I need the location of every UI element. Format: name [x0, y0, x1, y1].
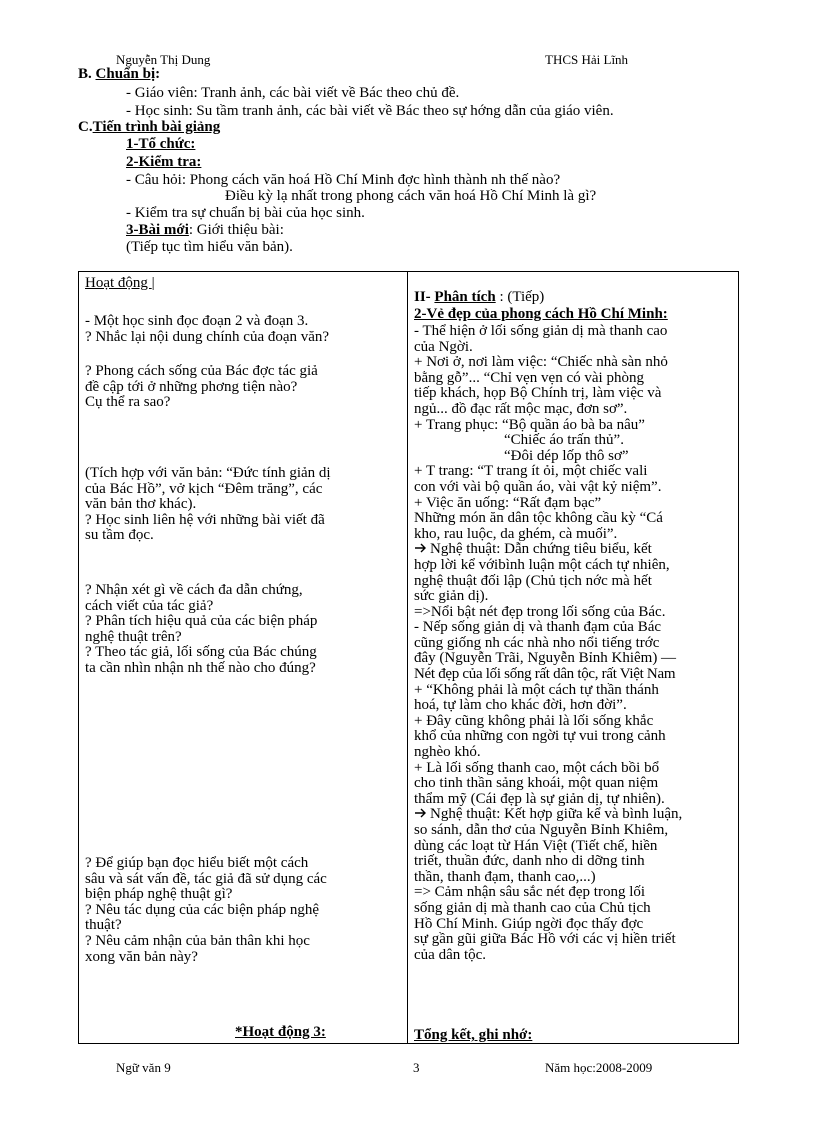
activity-line: văn bản thơ khác). — [85, 496, 197, 513]
activity-title-text: Hoạt động — [85, 275, 152, 291]
analysis-line: Hồ Chí Minh. Giúp ngời đọc thấy đợc — [414, 915, 644, 932]
analysis-line: sự gần gũi giữa Bác Hồ với các vị hiền triết — [414, 931, 676, 948]
analysis-line-arrow — [414, 807, 682, 823]
activity-line: - Một học sinh đọc đoạn 2 và đoạn 3. — [85, 313, 309, 329]
analysis-subheading: 2-Vẻ đẹp của phong cách Hồ Chí Minh: — [414, 306, 668, 322]
activity-block — [85, 364, 318, 411]
analysis-line: Nét đẹp của lối sống rất dân tộc, rất Việt Nam — [414, 666, 676, 683]
analysis-heading — [414, 290, 544, 306]
analysis-line: của Ngời. — [414, 338, 473, 355]
activity-line: biện pháp nghệ thuật gì? — [85, 886, 233, 903]
activity-line: (Tích hợp với văn bản: “Đức tính giản dị — [85, 465, 331, 481]
analysis-line: khổ của những con ngời tự vui trong cảnh — [414, 728, 666, 745]
item-bai-moi-text: : Giới thiệu bài: — [188, 222, 284, 238]
analysis-line-arrow — [414, 542, 682, 558]
analysis-title: Phân tích — [434, 289, 496, 305]
analysis-line: + Là lối sống thanh cao, một cách bồi bổ — [414, 759, 660, 776]
activity-line: ? Nhắc lại nội dung chính của đoạn văn? — [85, 328, 330, 345]
header-author: Nguyễn Thị Dung — [116, 52, 211, 67]
check-question-3: - Kiểm tra sự chuẩn bị bài của học sinh. — [126, 205, 365, 221]
analysis-line: thần, thanh đạm, thanh cao,...) — [414, 868, 596, 885]
section-c-title: Tiến trình bài giảng — [92, 119, 221, 135]
item-kiem-tra: 2-Kiểm tra: — [126, 154, 202, 170]
header-school: THCS Hải Lĩnh — [545, 52, 629, 67]
activity-line: ? Nhận xét gì về cách đa dẫn chứng, — [85, 582, 303, 598]
analysis-line: + Nơi ở, nơi làm việc: “Chiếc nhà sàn nhỏ — [414, 354, 668, 371]
analysis-line: dùng các loạt từ Hán Việt (Tiết chế, hiền — [414, 837, 658, 854]
analysis-line: Nghệ thuật: Kết hợp giữa kể và bình luận, — [430, 806, 683, 823]
activity-line: đề cập tới ở những phơng tiện nào? — [85, 378, 298, 395]
section-b-title: Chuẩn bị — [95, 66, 156, 82]
activity-line: ? Để giúp bạn đọc hiểu biết một cách — [85, 855, 309, 871]
activity-line: Cụ thể ra sao? — [85, 394, 171, 411]
activity-line: ? Học sinh liên hệ với những bài viết đã — [85, 511, 325, 528]
section-b-line: - Giáo viên: Tranh ảnh, các bài viết về Bác theo chủ đề. — [126, 85, 460, 101]
activity-line: ? Phong cách sống của Bác đợc tác giả — [85, 363, 318, 379]
analysis-suffix: : (Tiếp) — [495, 289, 545, 305]
item-bai-moi-line2: (Tiếp tục tìm hiểu văn bản). — [126, 239, 293, 255]
footer-year: Năm học:2008-2009 — [545, 1060, 653, 1075]
footer-subject: Ngữ văn 9 — [116, 1060, 171, 1075]
analysis-line: + T trang: “T trang ít ỏi, một chiếc vali — [414, 463, 648, 480]
analysis-line: + “Không phải là một cách tự thần thánh — [414, 681, 659, 698]
analysis-line: nghệ thuật đối lập (Chủ tịch nớc mà hết — [414, 572, 652, 589]
analysis-line: kho, rau luộc, da ghém, cà muối”. — [414, 525, 618, 542]
analysis-line: con với vài bộ quần áo, vài vật kỷ niệm”. — [414, 478, 662, 495]
analysis-line: tiếp khách, họp Bộ Chính trị, làm việc và — [414, 385, 662, 402]
analysis-line: =>Nổi bật nét đẹp trong lối sống của Bác. — [414, 603, 666, 620]
section-c-label: C. — [78, 119, 93, 135]
analysis-line: sống giản dị mà thanh cao của Chủ tịch — [414, 899, 651, 916]
analysis-line: - Nếp sống giản dị và thanh đạm của Bác — [414, 619, 662, 636]
analysis-line: Nghệ thuật: Dẫn chứng tiêu biểu, kết — [430, 541, 652, 558]
analysis-line: “Chiếc áo trấn thủ”. — [414, 432, 624, 449]
activity-column — [79, 272, 408, 1044]
activity-line: ta cần nhìn nhận nh thế nào cho đúng? — [85, 659, 316, 676]
item-to-chuc: 1-Tổ chức: — [126, 136, 196, 152]
activity-line: sâu và sát vấn đề, tác giả đã sử dụng các — [85, 870, 327, 887]
analysis-line: - Thể hiện ở lối sống giản dị mà thanh cao — [414, 323, 668, 339]
activity-line: su tầm đọc. — [85, 527, 154, 544]
analysis-line: sức giản dị). — [414, 588, 489, 605]
analysis-line: ngủ... đồ đạc rất mộc mạc, đơn sơ”. — [414, 400, 628, 417]
activity-line: của Bác Hồ”, vở kịch “Đêm trăng”, các — [85, 480, 323, 497]
analysis-line: so sánh, dẫn thơ của Nguyễn Bỉnh Khiêm, — [414, 822, 669, 838]
right-arrow-icon — [414, 807, 430, 823]
summary-heading: Tổng kết, ghi nhớ: — [414, 1027, 533, 1043]
activity-block — [85, 856, 327, 965]
activity-line: ? Theo tác giả, lối sống của Bác chúng — [85, 644, 317, 661]
activity-line: ? Phân tích hiệu quả của các biện pháp — [85, 613, 318, 630]
analysis-line: nghèo khó. — [414, 744, 481, 761]
analysis-prefix: II- — [414, 289, 435, 305]
analysis-body — [414, 324, 682, 963]
section-b-heading: B. Chuẩn bị: — [78, 66, 161, 82]
analysis-line: thẩm mỹ (Cái đẹp là sự giản dị, tự nhiên). — [414, 790, 665, 807]
activity-3-heading: *Hoạt động 3: — [235, 1024, 326, 1040]
lesson-table — [78, 271, 739, 1044]
section-b-line: - Học sinh: Su tầm tranh ảnh, các bài viết về Bác theo sự hớng dẫn của giáo viên. — [126, 103, 614, 119]
analysis-line: “Đôi dép lốp thô sơ” — [414, 447, 629, 464]
activity-title — [85, 276, 155, 292]
activity-line: xong văn bản này? — [85, 948, 198, 965]
section-c-heading — [78, 119, 220, 136]
item-bai-moi-title: 3-Bài mới — [126, 222, 189, 238]
analysis-line: cũng giống nh các nhà nho nổi tiếng trớc — [414, 634, 660, 651]
item-bai-moi — [126, 222, 284, 239]
check-question-1: - Câu hỏi: Phong cách văn hoá Hồ Chí Minh đợc hình thành nh thế nào? — [126, 172, 561, 188]
analysis-line: cho tinh thần sảng khoái, một quan niệm — [414, 775, 659, 792]
right-arrow-icon — [414, 542, 430, 558]
activity-block — [85, 314, 329, 345]
analysis-line: hoá, tự làm cho khác đời, hơn đời”. — [414, 697, 627, 714]
activity-line: ? Nêu tác dụng của các biện pháp nghệ — [85, 901, 320, 918]
section-b-label: B. — [78, 66, 92, 82]
page-number: 3 — [413, 1060, 420, 1075]
analysis-line: + Trang phục: “Bộ quần áo bà ba nâu” — [414, 416, 645, 433]
activity-block — [85, 583, 317, 677]
content-column — [408, 272, 739, 1044]
analysis-line: hợp lời kể vớibình luận một cách tự nhiên, — [414, 556, 670, 573]
activity-line: thuật? — [85, 917, 122, 934]
activity-block — [85, 466, 331, 544]
analysis-line: của dân tộc. — [414, 946, 487, 963]
analysis-line: bằng gỗ”... “Chỉ vẹn vẹn có vài phòng — [414, 369, 644, 386]
analysis-line: + Việc ăn uống: “Rất đạm bạc” — [414, 494, 602, 511]
activity-title-mark: | — [151, 275, 155, 291]
activity-line: cách viết của tác giả? — [85, 597, 214, 614]
analysis-line: => Cảm nhận sâu sắc nét đẹp trong lối — [414, 884, 646, 901]
activity-line: ? Nêu cảm nhận của bản thân khi học — [85, 932, 310, 949]
activity-line: nghệ thuật trên? — [85, 628, 182, 645]
check-question-2: Điều kỳ lạ nhất trong phong cách văn hoá Hồ Chí Minh là gì? — [225, 188, 597, 204]
analysis-line: đây (Nguyễn Trãi, Nguyễn Bỉnh Khiêm) — — [414, 650, 677, 667]
analysis-line: Những món ăn dân tộc không cầu kỳ “Cá — [414, 510, 663, 527]
analysis-line: + Đây cũng không phải là lối sống khắc — [414, 712, 654, 729]
analysis-line: triết, thuần đức, danh nho di dỡng tinh — [414, 853, 645, 870]
